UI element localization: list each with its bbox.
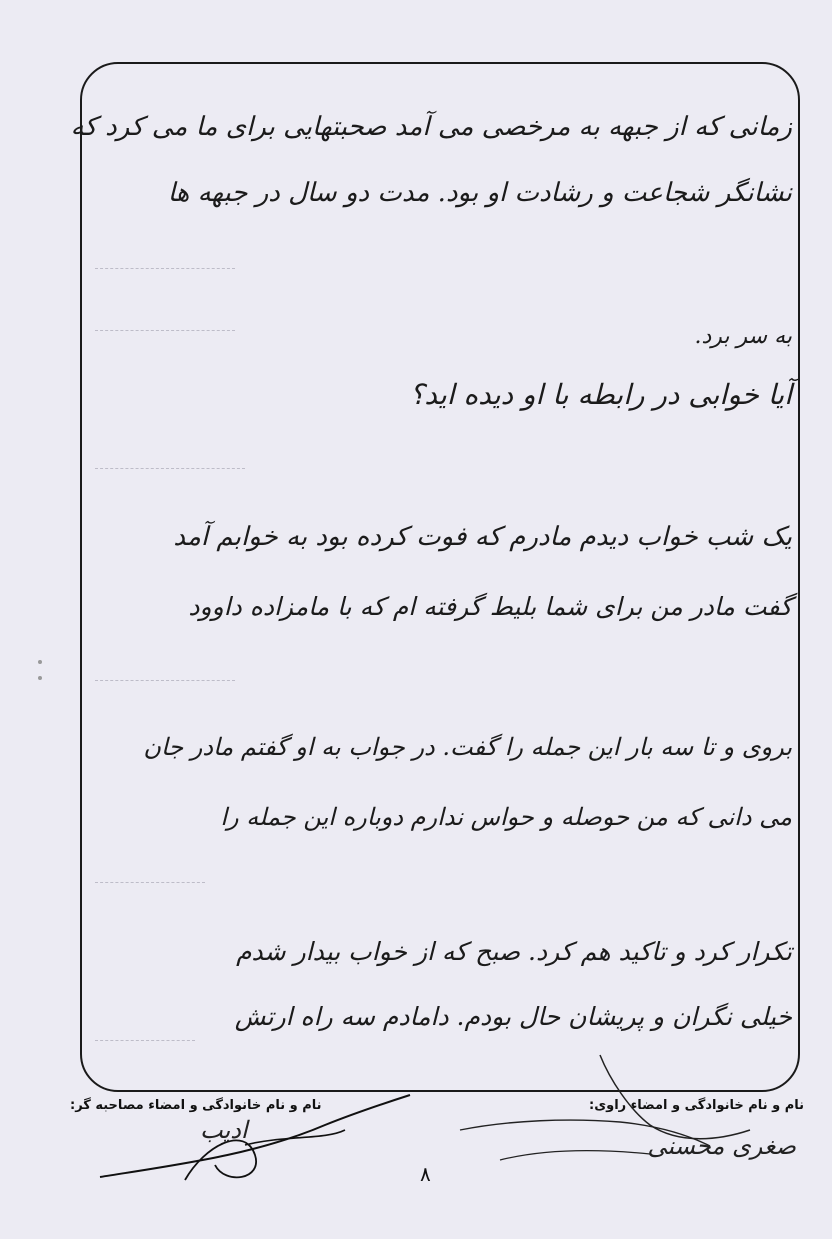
- handwritten-line: گفت مادر من برای شما بلیط گرفته ام که با مامزاده داوود: [188, 592, 792, 621]
- rule-line: [95, 468, 245, 470]
- handwritten-line: نشانگر شجاعت و رشادت او بود. مدت دو سال در جبهه ها: [167, 178, 792, 208]
- rule-line: [95, 680, 235, 682]
- question-line: آیا خوابی در رابطه با او دیده اید؟: [409, 378, 792, 411]
- handwritten-line: می دانی که من حوصله و حواس ندارم دوباره این جمله را: [220, 803, 792, 831]
- interviewer-signature-scribble: [95, 1085, 415, 1195]
- handwritten-line: خیلی نگران و پریشان حال بودم. دامادم سه راه ارتش: [234, 1002, 792, 1031]
- interviewer-signature: ادیب: [200, 1116, 248, 1144]
- rule-line: [95, 330, 235, 332]
- handwritten-line: بروی و تا سه بار این جمله را گفت. در جواب به او گفتم مادر جان: [143, 733, 792, 761]
- interviewer-signature-label: نام و نام خانوادگی و امضاء مصاحبه گر:: [70, 1098, 322, 1113]
- narrator-signature-scribble: [450, 1050, 770, 1170]
- narrator-signature-label: نام و نام خانوادگی و امضاء راوی:: [589, 1098, 804, 1113]
- handwritten-line: یک شب خواب دیدم مادرم که فوت کرده بود به خوابم آمد: [173, 522, 792, 552]
- rule-line: [95, 268, 235, 270]
- handwritten-line: تکرار کرد و تاکید هم کرد. صبح که از خواب بیدار شدم: [236, 937, 792, 966]
- page-number: ۸: [420, 1162, 431, 1186]
- narrator-signature: صغری محسنی: [647, 1132, 796, 1160]
- handwritten-line: به سر برد.: [694, 324, 792, 349]
- margin-mark: [38, 676, 42, 680]
- margin-mark: [38, 660, 42, 664]
- rule-line: [95, 882, 205, 884]
- handwritten-line: زمانی که از جبهه به مرخصی می آمد صحبتهایی برای ما می کرد که: [70, 112, 792, 142]
- rule-line: [95, 1040, 195, 1042]
